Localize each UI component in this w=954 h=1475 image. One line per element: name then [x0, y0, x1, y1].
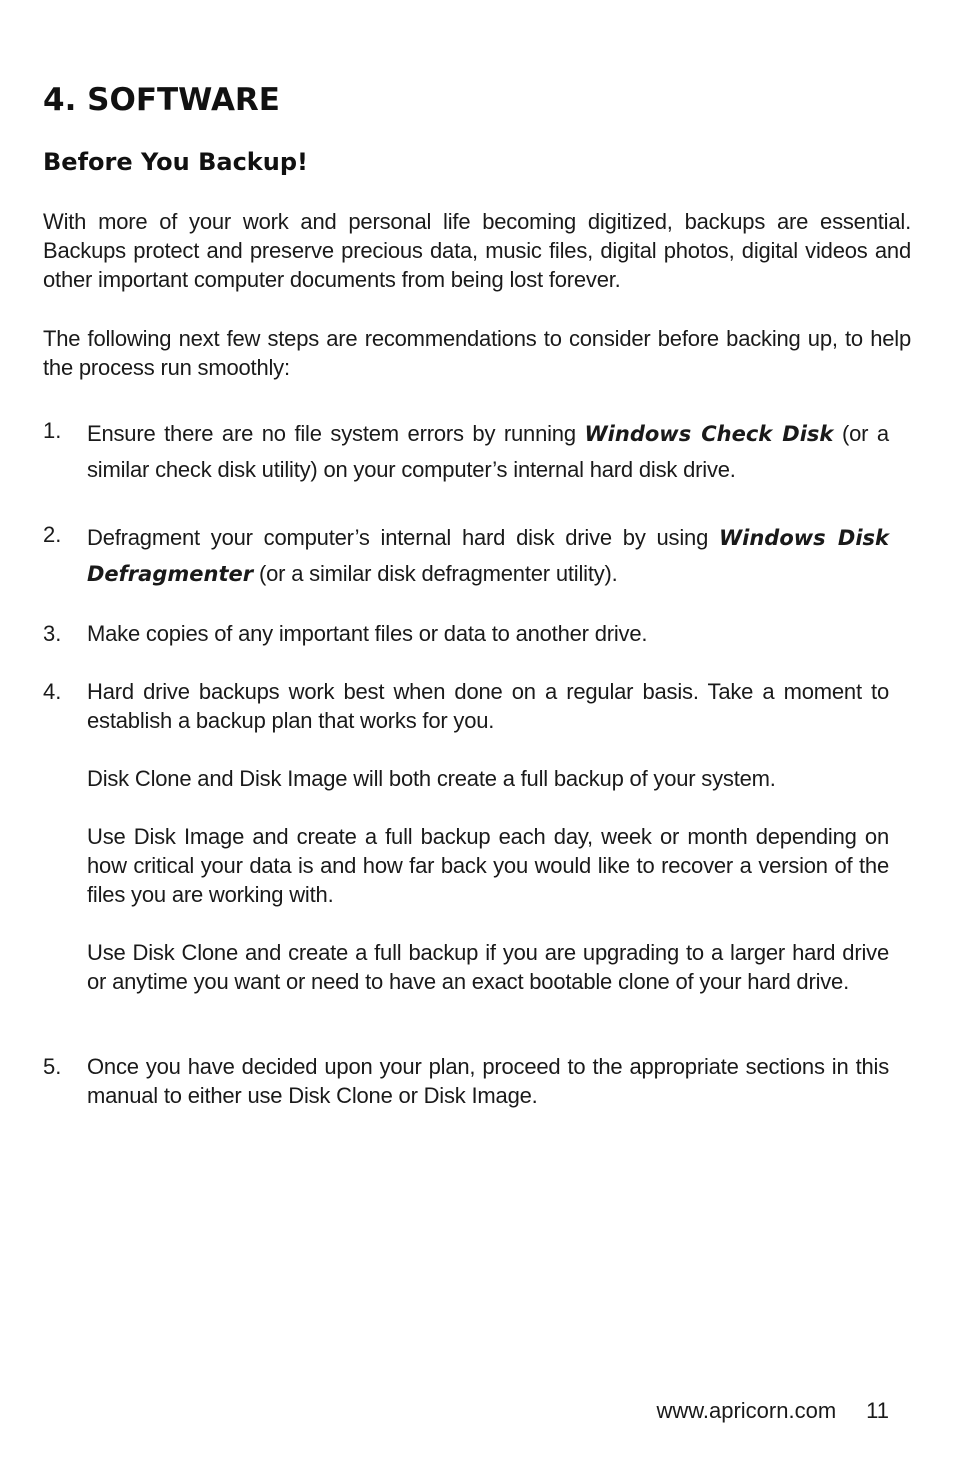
step-text: Defragment your computer’s internal hard disk drive by using Windows Disk Defragmenter (or a similar disk defragmenter utility). [87, 525, 889, 586]
step-number: 4. [43, 679, 62, 704]
emphasized-utility-name: Windows Disk Defragmenter [87, 526, 889, 586]
step-text: Once you have decided upon your plan, proceed to the appropriate sections in this manual to either use Disk Clone or Disk Image. [87, 1054, 889, 1108]
step-paragraph: Use Disk Image and create a full backup each day, week or month depending on how critical your data is and how far back you would like to recover a version of the files you are working with. [87, 824, 889, 907]
step-text: Make copies of any important files or data to another drive. [87, 621, 648, 646]
page-footer [656, 1396, 889, 1425]
step-number: 3. [43, 621, 62, 646]
step-paragraph: Use Disk Clone and create a full backup if you are upgrading to a larger hard drive or anytime you want or need to have an exact bootable clone of your hard drive. [87, 940, 889, 994]
step-number: 5. [43, 1054, 62, 1079]
step-number: 2. [43, 522, 62, 547]
footer-url: www.apricorn.com [656, 1398, 837, 1423]
section-heading: 4. SOFTWARE [43, 82, 280, 118]
intro-paragraph: With more of your work and personal life becoming digitized, backups are essential. Backups protect and preserve precious data, music files, digital photos, digital videos and other important computer documents from being lost forever. [43, 209, 911, 292]
page-number: 11 [866, 1398, 889, 1423]
recommendations-intro-paragraph: The following next few steps are recommendations to consider before backing up, to help the process run smoothly: [43, 326, 911, 380]
step-text: Ensure there are no file system errors by running Windows Check Disk (or a similar check disk utility) on your computer’s internal hard disk drive. [87, 421, 889, 482]
step-paragraph: Disk Clone and Disk Image will both create a full backup of your system. [87, 766, 776, 791]
step-number: 1. [43, 418, 62, 443]
subsection-heading: Before You Backup! [43, 148, 308, 176]
emphasized-utility-name: Windows Check Disk [584, 422, 834, 446]
step-paragraph: Hard drive backups work best when done on a regular basis. Take a moment to establish a backup plan that works for you. [87, 679, 889, 733]
step-text [87, 677, 889, 996]
